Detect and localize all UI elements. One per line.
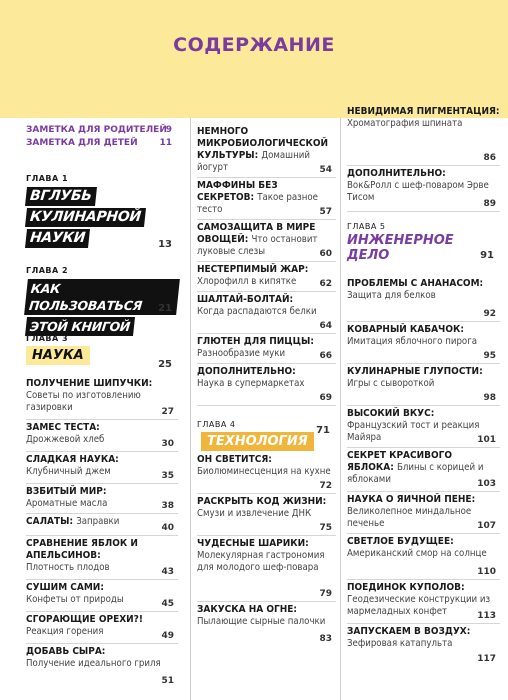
entry-text <box>26 538 178 574</box>
entry-title: МАФФИНЫ БЕЗ СЕКРЕТОВ: <box>197 180 278 203</box>
entry-subtitle: Великолепное миндальное печенье <box>347 506 472 529</box>
page-number: 79 <box>319 589 332 599</box>
entry-subtitle: Смузи и извлечение ДНК <box>197 508 312 519</box>
toc-entry[interactable] <box>197 496 336 536</box>
page-number: 91 <box>480 250 494 261</box>
toc-entry[interactable] <box>197 604 336 646</box>
page-number: 75 <box>319 523 332 533</box>
toc-entry[interactable] <box>26 538 178 580</box>
toc-entry[interactable] <box>26 646 178 688</box>
chapter-4[interactable] <box>197 414 336 449</box>
toc-entry[interactable] <box>347 536 500 580</box>
entry-subtitle: Молекулярная гастрономия для молодого шеф-повара <box>197 550 325 573</box>
toc-entry[interactable] <box>347 324 500 364</box>
toc-entry[interactable] <box>197 222 336 262</box>
toc-entry[interactable] <box>26 486 178 514</box>
entry-title: ДОБАВЬ СЫРА: <box>26 646 106 657</box>
toc-entry[interactable] <box>347 408 500 448</box>
entry-subtitle: Клубничный джем <box>26 466 111 477</box>
entry-title: СГОРАЮЩИЕ ОРЕХИ?! <box>26 614 144 625</box>
page-number: 89 <box>483 199 496 209</box>
toc-entry[interactable] <box>347 494 500 534</box>
toc-entry[interactable] <box>26 454 178 484</box>
page-number: 51 <box>161 676 174 686</box>
entry-subtitle: Дрожжевой хлеб <box>26 434 105 445</box>
entry-title: ДОПОЛНИТЕЛЬНО: <box>347 168 446 179</box>
toc-entry[interactable] <box>26 582 178 612</box>
page-title: СОДЕРЖАНИЕ <box>173 34 335 56</box>
page-number: 35 <box>161 471 174 481</box>
page-number: 86 <box>483 153 496 163</box>
page-number: 38 <box>161 501 174 511</box>
page-number: 83 <box>319 634 332 644</box>
entry-text <box>197 538 336 574</box>
page-number: 66 <box>319 351 332 361</box>
entry-subtitle: Зефировая катапульта <box>347 638 453 649</box>
entry-text <box>347 324 500 348</box>
entry-text <box>197 366 336 390</box>
page-number: 49 <box>161 631 174 641</box>
entry-title: СЕКРЕТ КРАСИВОГО ЯБЛОКА: <box>347 450 453 473</box>
page-number: 92 <box>483 309 496 319</box>
entry-title: ВЗБИТЫЙ МИР: <box>26 486 107 497</box>
chapter-label: ГЛАВА 4 <box>197 420 236 429</box>
entry-title: ШАЛТАЙ-БОЛТАЙ: <box>197 294 294 305</box>
entry-subtitle: Блины с корицей и яблоками <box>347 462 484 485</box>
entry-title: НАУКА О ЯИЧНОЙ ПЕНЕ: <box>347 494 476 505</box>
page-number: 62 <box>319 279 332 289</box>
toc-entry[interactable] <box>26 422 178 452</box>
page-number: 107 <box>477 521 496 531</box>
entry-title: СЛАДКАЯ НАУКА: <box>26 454 119 465</box>
entry-title: КОВАРНЫЙ КАБАЧОК: <box>347 324 464 335</box>
entry-text <box>26 614 178 638</box>
page-number: 60 <box>319 249 332 259</box>
toc-entry[interactable] <box>347 366 500 406</box>
entry-subtitle: Получение идеального гриля <box>26 658 161 669</box>
toc-entry[interactable] <box>197 454 336 494</box>
entry-title: ОН СВЕТИТСЯ: <box>197 454 272 465</box>
entry-subtitle: Наука в супермаркетах <box>197 378 305 389</box>
entry-text <box>197 126 336 174</box>
toc-entry[interactable] <box>26 516 178 536</box>
entry-text <box>26 582 178 606</box>
toc-entry[interactable] <box>197 366 336 406</box>
entry-subtitle: Домашний йогурт <box>197 150 310 173</box>
toc-entry[interactable] <box>347 106 500 166</box>
page-number: 43 <box>161 567 174 577</box>
chapter-label: ГЛАВА 2 <box>26 266 69 275</box>
page-number: 54 <box>319 165 332 175</box>
toc-entry[interactable] <box>197 180 336 220</box>
entry-title: ЗАМЕС ТЕСТА: <box>26 422 100 433</box>
toc-entry[interactable] <box>197 336 336 364</box>
chapter-title: ТЕХНОЛОГИЯ <box>201 432 314 451</box>
entry-subtitle: Когда распадаются белки <box>197 306 317 317</box>
page-number: 117 <box>477 654 496 664</box>
chapter-label: ГЛАВА 1 <box>26 174 69 183</box>
chapter-label: ГЛАВА 5 <box>347 222 386 231</box>
entry-subtitle: Имитация яблочного пирога <box>347 336 478 347</box>
entry-title: ГЛЮТЕН ДЛЯ ПИЦЦЫ: <box>197 336 314 347</box>
entry-title: ПРОБЛЕМЫ С АНАНАСОМ: <box>347 278 484 289</box>
page-number: 113 <box>477 611 496 621</box>
entry-text <box>197 264 336 288</box>
toc-column-2 <box>190 118 336 700</box>
entry-title: СВЕТЛОЕ БУДУЩЕЕ: <box>347 536 454 547</box>
entry-subtitle: Вок&Ролл с шеф-поваром Эрве Тисом <box>347 180 489 203</box>
toc-entry[interactable] <box>197 294 336 334</box>
entry-title: ДОПОЛНИТЕЛЬНО: <box>197 366 296 377</box>
chapter-5[interactable] <box>347 222 500 270</box>
toc-entry[interactable] <box>347 450 500 492</box>
entry-text <box>197 222 336 258</box>
entry-subtitle: Хроматография шпината <box>347 118 463 129</box>
entry-text <box>347 168 500 204</box>
entry-text <box>197 294 336 318</box>
entry-text <box>347 536 500 560</box>
toc-column-1 <box>26 118 178 700</box>
toc-entry[interactable] <box>347 626 500 666</box>
entry-subtitle: Плотность плодов <box>26 562 110 573</box>
page-number: 103 <box>477 479 496 489</box>
page-number: 98 <box>483 393 496 403</box>
entry-subtitle: Конфеты от природы <box>26 594 124 605</box>
entry-text <box>197 180 336 216</box>
entry-subtitle: Французский тост и реакция Майяра <box>347 420 480 443</box>
entry-title: РАСКРЫТЬ КОД ЖИЗНИ: <box>197 496 327 507</box>
entry-subtitle: Биолюминесценция на кухне <box>197 466 331 477</box>
chapter-1[interactable] <box>26 174 178 250</box>
entry-subtitle: Разнообразие муки <box>197 348 286 359</box>
entry-title: НЕВИДИМАЯ ПИГМЕНТАЦИЯ: <box>347 106 500 117</box>
entry-title: ЗАПУСКАЕМ В ВОЗДУХ: <box>347 626 471 637</box>
toc-column-3 <box>340 106 500 700</box>
entry-text <box>197 454 336 478</box>
page-number: 69 <box>319 393 332 403</box>
toc-entry[interactable] <box>26 378 178 420</box>
entry-subtitle: Такое разное тесто <box>197 192 318 215</box>
page-number: 21 <box>158 303 172 314</box>
entry-title: САЛАТЫ: <box>26 516 74 527</box>
entry-title: ВЫСОКИЙ ВКУС: <box>347 408 435 419</box>
entry-title: ПОЕДИНОК КУПОЛОВ: <box>347 582 465 593</box>
chapter-title: ВГЛУБЬ КУЛИНАРНОЙ НАУКИ <box>26 187 178 250</box>
page-number: 72 <box>319 481 332 491</box>
toc-kids-note[interactable] <box>26 137 178 150</box>
page-number: 11 <box>159 138 172 148</box>
entry-title: САМОЗАЩИТА В МИРЕ ОВОЩЕЙ: <box>197 222 316 245</box>
entry-text <box>197 336 336 360</box>
entry-subtitle: Реакция горения <box>26 626 104 637</box>
entry-subtitle: Ароматные масла <box>26 498 108 509</box>
entry-title: ПОЛУЧЕНИЕ ШИПУЧКИ: <box>26 378 153 389</box>
entry-title: СУШИМ САМИ: <box>26 582 104 593</box>
entry-text <box>26 422 178 446</box>
entry-text <box>197 604 336 628</box>
entry-text <box>347 366 500 390</box>
entry-text <box>26 646 178 670</box>
toc-parent-label: ЗАМЕТКА ДЛЯ РОДИТЕЛЕЙ <box>26 125 167 135</box>
entry-subtitle: Американский смор на солнце <box>347 548 487 559</box>
entry-subtitle: Хлорофилл в кипятке <box>197 276 297 287</box>
toc-entry[interactable] <box>26 614 178 644</box>
toc-parent-note[interactable] <box>26 124 178 137</box>
header-band <box>0 0 508 118</box>
page-number: 25 <box>158 359 172 370</box>
entry-text <box>347 106 500 130</box>
page-number: 95 <box>483 351 496 361</box>
page-number: 110 <box>477 567 496 577</box>
toc-entry[interactable] <box>347 582 500 624</box>
chapter-3[interactable] <box>26 334 178 370</box>
entry-subtitle: Что остановит луковые слезы <box>197 234 318 257</box>
entry-text <box>347 278 500 302</box>
entry-subtitle: Геодезические конструкции из мармеладных конфет <box>347 594 491 617</box>
page-number: 71 <box>316 425 330 436</box>
entry-title: СРАВНЕНИЕ ЯБЛОК И АПЕЛЬСИНОВ: <box>26 538 138 561</box>
entry-title: КУЛИНАРНЫЕ ГЛУПОСТИ: <box>347 366 483 377</box>
entry-subtitle: Пылающие сырные палочки <box>197 616 326 627</box>
page-number: 45 <box>161 599 174 609</box>
entry-title: ЗАКУСКА НА ОГНЕ: <box>197 604 297 615</box>
entry-subtitle: Игры с сывороткой <box>347 378 435 389</box>
page-number: 13 <box>158 239 172 250</box>
entry-title: ЧУДЕСНЫЕ ШАРИКИ: <box>197 538 309 549</box>
entry-text <box>26 454 178 478</box>
entry-title: НЕМНОГО МИКРОБИОЛОГИЧЕСКОЙ КУЛЬТУРЫ: <box>197 126 329 161</box>
page-number: 30 <box>161 439 174 449</box>
toc-entry[interactable] <box>347 278 500 322</box>
entry-text <box>26 486 178 510</box>
entry-subtitle: Заправки <box>76 516 120 527</box>
page-number: 9 <box>165 125 172 135</box>
entry-text <box>197 496 336 520</box>
page-number: 40 <box>161 523 174 533</box>
entry-title: НЕСТЕРПИМЫЙ ЖАР: <box>197 264 309 275</box>
chapter-title: ИНЖЕНЕРНОЕ ДЕЛО <box>347 233 454 263</box>
page-number: 27 <box>161 407 174 417</box>
page-number: 57 <box>319 207 332 217</box>
chapter-2[interactable] <box>26 266 178 334</box>
chapter-title: КАК ПОЛЬЗОВАТЬСЯ ЭТОЙ КНИГОЙ <box>26 279 178 338</box>
entry-subtitle: Защита для белков <box>347 290 436 301</box>
toc-entry[interactable] <box>197 264 336 292</box>
entry-text <box>347 626 500 650</box>
chapter-title: НАУКА <box>26 346 90 365</box>
page-number: 64 <box>319 321 332 331</box>
toc-entry[interactable] <box>197 538 336 602</box>
entry-subtitle: Советы по изготовлению газировки <box>26 390 141 413</box>
entry-text <box>26 378 178 414</box>
page-number: 101 <box>477 435 496 445</box>
chapter-label: ГЛАВА 3 <box>26 334 69 343</box>
entry-text <box>26 516 178 528</box>
toc-kids-label: ЗАМЕТКА ДЛЯ ДЕТЕЙ <box>26 138 138 148</box>
toc-entry[interactable] <box>347 168 500 212</box>
toc-entry[interactable] <box>197 126 336 178</box>
